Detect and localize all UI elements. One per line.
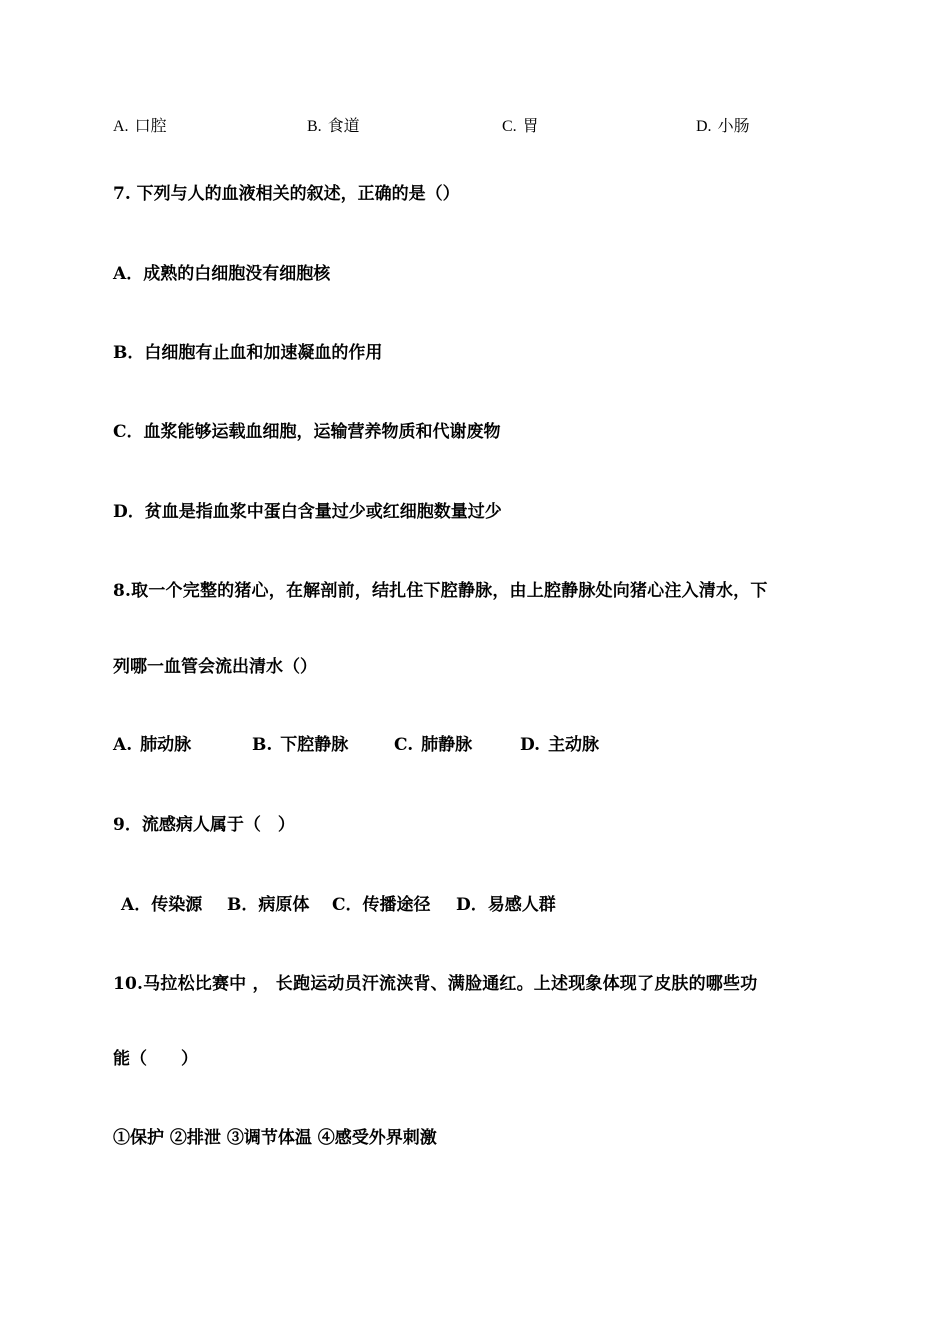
q9-option-a-letter: A．	[121, 895, 152, 915]
q7-option-a: A．成熟的白细胞没有细胞核	[113, 264, 331, 284]
q6-option-b-text: 食道	[327, 118, 360, 135]
q8-option-a-letter: A.	[113, 735, 133, 755]
q6-option-d-letter: D.	[696, 118, 712, 135]
q8-option-b-letter: B.	[252, 735, 273, 755]
q8-option-a-text: 肺动脉	[140, 735, 192, 755]
q8-option-d-letter: D.	[520, 735, 541, 755]
q6-option-a-text: 口腔	[134, 118, 167, 135]
q9-option-c-letter: C．	[332, 895, 363, 915]
q10-choices: ①保护 ②排泄 ③调节体温 ④感受外界刺激	[113, 1128, 437, 1148]
q9-option-c-text: 传播途径	[362, 895, 431, 915]
q8-stem-line2: 列哪一血管会流出清水（）	[113, 657, 317, 677]
q9-stem: 9．流感病人属于（ ）	[113, 815, 295, 835]
q6-option-a	[113, 116, 167, 138]
q8-option-b-text: 下腔静脉	[280, 735, 349, 755]
q6-option-c-letter: C.	[502, 118, 517, 135]
q6-option-c	[502, 116, 539, 138]
q9-option-b	[227, 893, 309, 917]
q8-option-c	[394, 733, 472, 757]
q9-option-d-text: 易感人群	[487, 895, 556, 915]
q8-option-c-text: 肺静脉	[421, 735, 473, 755]
q6-option-c-text: 胃	[522, 118, 539, 135]
q10-stem-line1: 10.马拉松比赛中 ， 长跑运动员汗流浃背、满脸通红。上述现象体现了皮肤的哪些功	[113, 974, 758, 994]
q8-option-d	[520, 733, 599, 757]
q9-option-b-letter: B．	[227, 895, 259, 915]
q9-option-d-letter: D．	[456, 895, 488, 915]
q8-stem-line1: 8.取一个完整的猪心，在解剖前，结扎住下腔静脉，由上腔静脉处向猪心注入清水，下	[113, 581, 768, 601]
q7-option-b: B．白细胞有止血和加速凝血的作用	[113, 343, 383, 363]
q9-option-c	[332, 893, 431, 917]
q6-option-d-text: 小肠	[717, 118, 750, 135]
q8-option-c-letter: C.	[394, 735, 414, 755]
q6-option-d	[696, 116, 750, 138]
q9-option-a	[121, 893, 202, 917]
q8-option-a	[113, 733, 191, 757]
q10-stem-line2: 能（ ）	[113, 1049, 198, 1069]
q6-option-a-letter: A.	[113, 118, 129, 135]
q7-option-c: C．血浆能够运载血细胞，运输营养物质和代谢废物	[113, 422, 501, 442]
q8-option-d-text: 主动脉	[548, 735, 600, 755]
q9-option-d	[456, 893, 556, 917]
q6-option-b	[307, 116, 360, 138]
q6-option-b-letter: B.	[307, 118, 322, 135]
q7-stem: 7. 下列与人的血液相关的叙述，正确的是（）	[113, 184, 460, 204]
q9-option-b-text: 病原体	[258, 895, 310, 915]
q7-option-d: D．贫血是指血浆中蛋白含量过少或红细胞数量过少	[113, 502, 502, 522]
q8-option-b	[252, 733, 348, 757]
q9-option-a-text: 传染源	[151, 895, 203, 915]
